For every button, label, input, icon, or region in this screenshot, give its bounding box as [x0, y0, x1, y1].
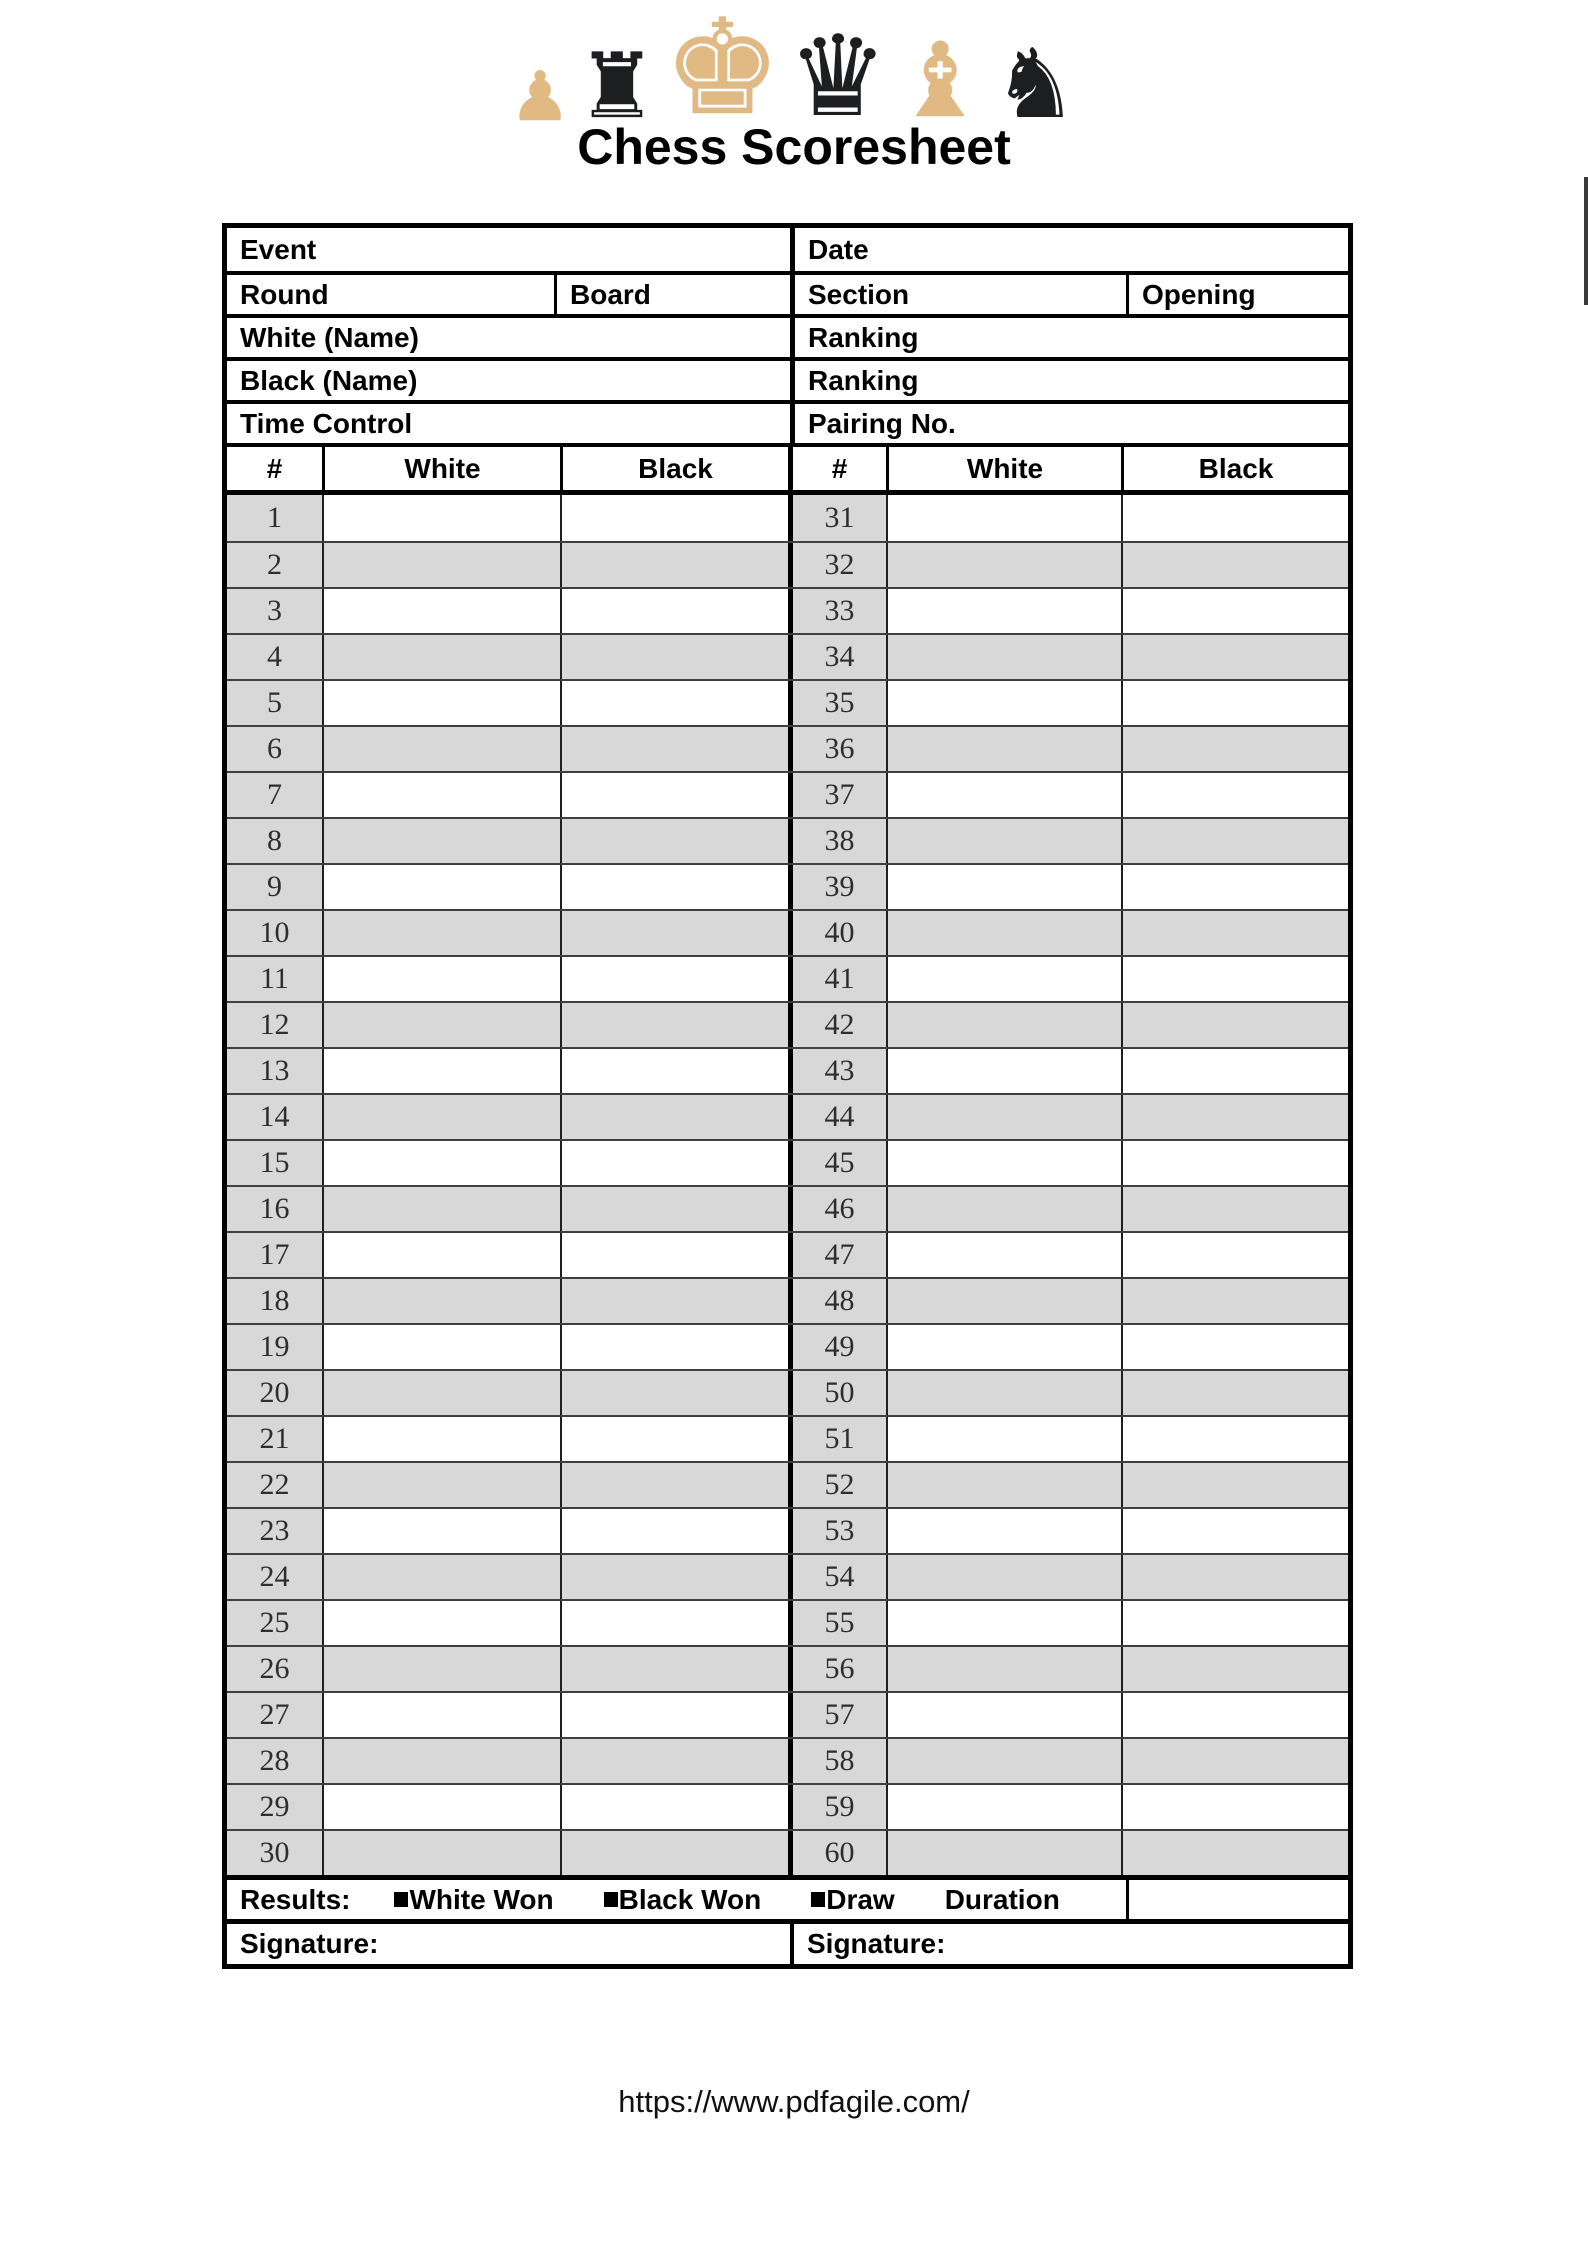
score-row	[227, 1139, 1348, 1185]
move-entry-cell[interactable]	[1121, 773, 1348, 817]
move-number-cell: 51	[788, 1417, 886, 1461]
header-move-number: #	[788, 447, 886, 490]
move-entry-cell[interactable]	[1121, 819, 1348, 863]
move-entry-cell[interactable]	[886, 1141, 1121, 1185]
round-field[interactable]	[227, 275, 554, 314]
move-number-cell: 16	[227, 1187, 322, 1231]
move-number-cell: 22	[227, 1463, 322, 1507]
queen-dark-icon: ♛	[787, 13, 888, 139]
info-row-black-ranking	[227, 357, 1348, 400]
chess-pieces-image	[0, 0, 1588, 141]
move-entry-cell[interactable]	[1121, 1601, 1348, 1645]
move-entry-cell[interactable]	[886, 1509, 1121, 1553]
page-title: Chess Scoresheet	[577, 119, 1011, 175]
move-number-cell: 33	[788, 589, 886, 633]
move-number-cell: 27	[227, 1693, 322, 1737]
black-ranking-label: Ranking	[808, 364, 919, 396]
move-entry-cell[interactable]	[322, 1049, 560, 1093]
move-number-cell: 5	[227, 681, 322, 725]
move-entry-cell[interactable]	[560, 1141, 788, 1185]
move-number-cell: 4	[227, 635, 322, 679]
score-row	[227, 1369, 1348, 1415]
move-entry-cell[interactable]	[560, 727, 788, 771]
move-number-cell: 20	[227, 1371, 322, 1415]
duration-value-field[interactable]	[1126, 1880, 1348, 1919]
move-number-cell: 1	[227, 495, 322, 541]
white-name-field[interactable]	[227, 318, 790, 357]
move-entry-cell[interactable]	[560, 819, 788, 863]
move-entry-cell[interactable]	[1121, 1555, 1348, 1599]
move-entry-cell[interactable]	[322, 1233, 560, 1277]
score-row	[227, 495, 1348, 541]
move-entry-cell[interactable]	[322, 1509, 560, 1553]
move-entry-cell[interactable]	[886, 727, 1121, 771]
move-number-cell: 34	[788, 635, 886, 679]
move-number-cell: 48	[788, 1279, 886, 1323]
move-entry-cell[interactable]	[1121, 1463, 1348, 1507]
move-number-cell: 35	[788, 681, 886, 725]
score-row	[227, 1599, 1348, 1645]
result-option-label: Draw	[826, 1883, 895, 1915]
date-field[interactable]	[790, 228, 1348, 271]
move-number-cell: 8	[227, 819, 322, 863]
move-entry-cell[interactable]	[322, 911, 560, 955]
score-row	[227, 771, 1348, 817]
score-row	[227, 1507, 1348, 1553]
move-entry-cell[interactable]	[322, 865, 560, 909]
move-entry-cell[interactable]	[322, 1693, 560, 1737]
score-row	[227, 725, 1348, 771]
result-option-label: White Won	[409, 1883, 554, 1915]
move-number-cell: 7	[227, 773, 322, 817]
move-entry-cell[interactable]	[886, 957, 1121, 1001]
move-entry-cell[interactable]	[560, 1049, 788, 1093]
move-entry-cell[interactable]	[560, 589, 788, 633]
move-entry-cell[interactable]	[560, 1647, 788, 1691]
move-entry-cell[interactable]	[322, 543, 560, 587]
signature-label: Signature:	[807, 1928, 946, 1959]
score-row	[227, 863, 1348, 909]
move-entry-cell[interactable]	[560, 1601, 788, 1645]
move-number-cell: 47	[788, 1233, 886, 1277]
move-entry-cell[interactable]	[560, 1233, 788, 1277]
move-entry-cell[interactable]	[1121, 1187, 1348, 1231]
move-entry-cell[interactable]	[1121, 1831, 1348, 1875]
move-number-cell: 12	[227, 1003, 322, 1047]
score-table-body	[227, 490, 1348, 1875]
bishop-light-icon: ♝	[894, 23, 987, 139]
footer-url-link[interactable]: https://www.pdfagile.com/	[618, 2084, 970, 2119]
move-entry-cell[interactable]	[322, 1371, 560, 1415]
move-number-cell: 50	[788, 1371, 886, 1415]
result-option-label: Black Won	[618, 1883, 762, 1915]
move-entry-cell[interactable]	[886, 589, 1121, 633]
black-signature-field[interactable]	[790, 1924, 1348, 1964]
move-entry-cell[interactable]	[886, 681, 1121, 725]
score-row	[227, 679, 1348, 725]
move-number-cell: 56	[788, 1647, 886, 1691]
move-entry-cell[interactable]	[322, 1785, 560, 1829]
move-number-cell: 13	[227, 1049, 322, 1093]
header-white: White	[322, 447, 560, 490]
move-entry-cell[interactable]	[1121, 681, 1348, 725]
move-entry-cell[interactable]	[1121, 1279, 1348, 1323]
header-white: White	[886, 447, 1121, 490]
move-entry-cell[interactable]	[886, 1463, 1121, 1507]
move-entry-cell[interactable]	[886, 819, 1121, 863]
move-entry-cell[interactable]	[886, 865, 1121, 909]
move-entry-cell[interactable]	[886, 1325, 1121, 1369]
move-entry-cell[interactable]	[1121, 865, 1348, 909]
move-entry-cell[interactable]	[1121, 589, 1348, 633]
score-row	[227, 1277, 1348, 1323]
move-entry-cell[interactable]	[322, 1739, 560, 1783]
move-number-cell: 59	[788, 1785, 886, 1829]
result-option-white-won	[394, 1884, 553, 1916]
move-number-cell: 53	[788, 1509, 886, 1553]
info-row-white-ranking	[227, 314, 1348, 357]
move-entry-cell[interactable]	[1121, 911, 1348, 955]
move-entry-cell[interactable]	[322, 1325, 560, 1369]
move-entry-cell[interactable]	[322, 1647, 560, 1691]
move-entry-cell[interactable]	[886, 1003, 1121, 1047]
move-number-cell: 46	[788, 1187, 886, 1231]
opening-field[interactable]	[1126, 275, 1348, 314]
move-number-cell: 52	[788, 1463, 886, 1507]
move-entry-cell[interactable]	[886, 1647, 1121, 1691]
move-entry-cell[interactable]	[322, 589, 560, 633]
move-entry-cell[interactable]	[560, 773, 788, 817]
move-entry-cell[interactable]	[1121, 1509, 1348, 1553]
score-row	[227, 1461, 1348, 1507]
move-number-cell: 60	[788, 1831, 886, 1875]
move-number-cell: 49	[788, 1325, 886, 1369]
move-entry-cell[interactable]	[322, 1417, 560, 1461]
move-number-cell: 40	[788, 911, 886, 955]
move-number-cell: 19	[227, 1325, 322, 1369]
checkbox-icon[interactable]	[811, 1892, 825, 1907]
move-entry-cell[interactable]	[1121, 1739, 1348, 1783]
score-row	[227, 1047, 1348, 1093]
move-number-cell: 54	[788, 1555, 886, 1599]
move-entry-cell[interactable]	[886, 635, 1121, 679]
info-row-event-date	[227, 228, 1348, 271]
move-number-cell: 18	[227, 1279, 322, 1323]
move-number-cell: 31	[788, 495, 886, 541]
move-number-cell: 36	[788, 727, 886, 771]
move-entry-cell[interactable]	[1121, 1693, 1348, 1737]
result-options	[350, 1884, 894, 1916]
move-number-cell: 43	[788, 1049, 886, 1093]
opening-label: Opening	[1142, 278, 1256, 310]
move-entry-cell[interactable]	[886, 1233, 1121, 1277]
move-entry-cell[interactable]	[1121, 957, 1348, 1001]
move-entry-cell[interactable]	[1121, 1647, 1348, 1691]
move-entry-cell[interactable]	[560, 635, 788, 679]
move-entry-cell[interactable]	[322, 957, 560, 1001]
scoresheet-form	[222, 223, 1353, 1969]
black-ranking-field[interactable]	[790, 361, 1348, 400]
move-entry-cell[interactable]	[886, 911, 1121, 955]
score-row	[227, 587, 1348, 633]
header-move-number: #	[266, 452, 283, 484]
move-number-cell: 38	[788, 819, 886, 863]
move-number-cell: 23	[227, 1509, 322, 1553]
score-row	[227, 1829, 1348, 1875]
move-number-cell: 29	[227, 1785, 322, 1829]
move-number-cell: 42	[788, 1003, 886, 1047]
score-row	[227, 1553, 1348, 1599]
move-number-cell: 24	[227, 1555, 322, 1599]
move-entry-cell[interactable]	[560, 865, 788, 909]
move-number-cell: 11	[227, 957, 322, 1001]
move-entry-cell[interactable]	[560, 1417, 788, 1461]
round-label: Round	[240, 278, 329, 310]
knight-dark-icon: ♞	[992, 30, 1079, 138]
result-option-black-won	[604, 1884, 762, 1916]
score-row	[227, 1001, 1348, 1047]
move-entry-cell[interactable]	[560, 1739, 788, 1783]
move-entry-cell[interactable]	[322, 819, 560, 863]
king-light-icon: ♚	[663, 0, 782, 141]
score-row	[227, 1415, 1348, 1461]
move-number-cell: 44	[788, 1095, 886, 1139]
move-entry-cell[interactable]	[1121, 1233, 1348, 1277]
move-entry-cell[interactable]	[560, 1003, 788, 1047]
result-option-draw	[811, 1884, 894, 1916]
move-entry-cell[interactable]	[886, 1187, 1121, 1231]
move-entry-cell[interactable]	[322, 1601, 560, 1645]
move-number-cell: 41	[788, 957, 886, 1001]
move-entry-cell[interactable]	[886, 1049, 1121, 1093]
time-control-label: Time Control	[240, 407, 413, 439]
move-number-cell: 57	[788, 1693, 886, 1737]
move-entry-cell[interactable]	[886, 773, 1121, 817]
move-entry-cell[interactable]	[886, 1555, 1121, 1599]
signature-row	[227, 1919, 1348, 1964]
pawn-light-icon: ♟	[509, 59, 571, 136]
score-row	[227, 1691, 1348, 1737]
move-entry-cell[interactable]	[1121, 1141, 1348, 1185]
move-entry-cell[interactable]	[1121, 1095, 1348, 1139]
white-signature-field[interactable]	[227, 1924, 790, 1964]
move-number-cell: 28	[227, 1739, 322, 1783]
score-row	[227, 1737, 1348, 1783]
header-black: Black	[1121, 447, 1348, 490]
move-entry-cell[interactable]	[322, 1463, 560, 1507]
event-field[interactable]	[227, 228, 790, 271]
move-entry-cell[interactable]	[322, 1095, 560, 1139]
header-black: Black	[560, 447, 788, 490]
info-row-round-board-section-opening	[227, 271, 1348, 314]
score-table-header	[227, 443, 1348, 490]
move-entry-cell[interactable]	[560, 543, 788, 587]
move-entry-cell[interactable]	[560, 1325, 788, 1369]
move-entry-cell[interactable]	[886, 1739, 1121, 1783]
move-entry-cell[interactable]	[1121, 543, 1348, 587]
move-entry-cell[interactable]	[322, 1555, 560, 1599]
move-entry-cell[interactable]	[322, 1831, 560, 1875]
time-control-field[interactable]	[227, 404, 790, 443]
move-entry-cell[interactable]	[560, 911, 788, 955]
move-entry-cell[interactable]	[560, 1555, 788, 1599]
pairing-no-label: Pairing No.	[808, 407, 956, 439]
move-entry-cell[interactable]	[322, 681, 560, 725]
event-label: Event	[240, 233, 317, 265]
signature-label: Signature:	[240, 1928, 379, 1959]
move-entry-cell[interactable]	[322, 635, 560, 679]
move-entry-cell[interactable]	[1121, 635, 1348, 679]
move-number-cell: 58	[788, 1739, 886, 1783]
move-number-cell: 45	[788, 1141, 886, 1185]
score-row	[227, 1185, 1348, 1231]
move-entry-cell[interactable]	[322, 773, 560, 817]
rook-dark-icon: ♜	[576, 36, 658, 137]
move-entry-cell[interactable]	[560, 1831, 788, 1875]
score-row	[227, 955, 1348, 1001]
score-row	[227, 1645, 1348, 1691]
move-entry-cell[interactable]	[560, 1279, 788, 1323]
score-row	[227, 1093, 1348, 1139]
move-entry-cell[interactable]	[560, 1463, 788, 1507]
score-row	[227, 817, 1348, 863]
duration-label: Duration	[944, 1883, 1060, 1915]
move-entry-cell[interactable]	[560, 957, 788, 1001]
move-entry-cell[interactable]	[886, 1693, 1121, 1737]
move-number-cell: 9	[227, 865, 322, 909]
move-entry-cell[interactable]	[886, 1831, 1121, 1875]
move-entry-cell[interactable]	[1121, 495, 1348, 541]
move-entry-cell[interactable]	[560, 1371, 788, 1415]
vertical-scrollbar-thumb[interactable]	[1584, 177, 1588, 305]
move-entry-cell[interactable]	[886, 495, 1121, 541]
checkbox-icon[interactable]	[604, 1892, 618, 1907]
move-number-cell: 25	[227, 1601, 322, 1645]
move-entry-cell[interactable]	[560, 1095, 788, 1139]
score-row	[227, 1323, 1348, 1369]
move-number-cell: 32	[788, 543, 886, 587]
move-number-cell: 3	[227, 589, 322, 633]
white-ranking-label: Ranking	[808, 321, 919, 353]
move-entry-cell[interactable]	[886, 1371, 1121, 1415]
move-number-cell: 2	[227, 543, 322, 587]
move-entry-cell[interactable]	[560, 1785, 788, 1829]
results-row	[227, 1875, 1348, 1919]
section-field[interactable]	[790, 275, 1126, 314]
score-row	[227, 909, 1348, 955]
move-number-cell: 37	[788, 773, 886, 817]
move-entry-cell[interactable]	[886, 1601, 1121, 1645]
board-label: Board	[570, 278, 651, 310]
info-row-timecontrol-pairing	[227, 400, 1348, 443]
move-entry-cell[interactable]	[560, 1187, 788, 1231]
move-number-cell: 6	[227, 727, 322, 771]
move-number-cell: 14	[227, 1095, 322, 1139]
move-number-cell: 39	[788, 865, 886, 909]
move-entry-cell[interactable]	[1121, 1785, 1348, 1829]
move-entry-cell[interactable]	[322, 1279, 560, 1323]
move-number-cell: 26	[227, 1647, 322, 1691]
move-entry-cell[interactable]	[1121, 727, 1348, 771]
move-number-cell: 30	[227, 1831, 322, 1875]
move-entry-cell[interactable]	[322, 1003, 560, 1047]
results-label: Results:	[240, 1883, 351, 1915]
checkbox-icon[interactable]	[394, 1892, 408, 1907]
move-entry-cell[interactable]	[1121, 1049, 1348, 1093]
move-number-cell: 17	[227, 1233, 322, 1277]
move-entry-cell[interactable]	[322, 495, 560, 541]
move-number-cell: 55	[788, 1601, 886, 1645]
board-field[interactable]	[554, 275, 790, 314]
white-name-label: White (Name)	[240, 321, 419, 353]
date-label: Date	[808, 233, 869, 265]
black-name-field[interactable]	[227, 361, 790, 400]
move-entry-cell[interactable]	[886, 1095, 1121, 1139]
score-row	[227, 633, 1348, 679]
move-entry-cell[interactable]	[1121, 1003, 1348, 1047]
move-entry-cell[interactable]	[322, 1187, 560, 1231]
move-entry-cell[interactable]	[1121, 1325, 1348, 1369]
score-row	[227, 1231, 1348, 1277]
score-row	[227, 1783, 1348, 1829]
move-entry-cell[interactable]	[886, 543, 1121, 587]
move-entry-cell[interactable]	[560, 1509, 788, 1553]
section-label: Section	[808, 278, 910, 310]
pairing-no-field[interactable]	[790, 404, 1348, 443]
move-entry-cell[interactable]	[322, 727, 560, 771]
black-name-label: Black (Name)	[240, 364, 418, 396]
move-number-cell: 10	[227, 911, 322, 955]
move-entry-cell[interactable]	[560, 495, 788, 541]
move-entry-cell[interactable]	[560, 1693, 788, 1737]
move-number-cell: 15	[227, 1141, 322, 1185]
move-entry-cell[interactable]	[886, 1417, 1121, 1461]
move-entry-cell[interactable]	[322, 1141, 560, 1185]
score-row	[227, 541, 1348, 587]
move-entry-cell[interactable]	[1121, 1417, 1348, 1461]
move-entry-cell[interactable]	[886, 1279, 1121, 1323]
move-entry-cell[interactable]	[560, 681, 788, 725]
move-number-cell: 21	[227, 1417, 322, 1461]
white-ranking-field[interactable]	[790, 318, 1348, 357]
move-entry-cell[interactable]	[1121, 1371, 1348, 1415]
move-entry-cell[interactable]	[886, 1785, 1121, 1829]
